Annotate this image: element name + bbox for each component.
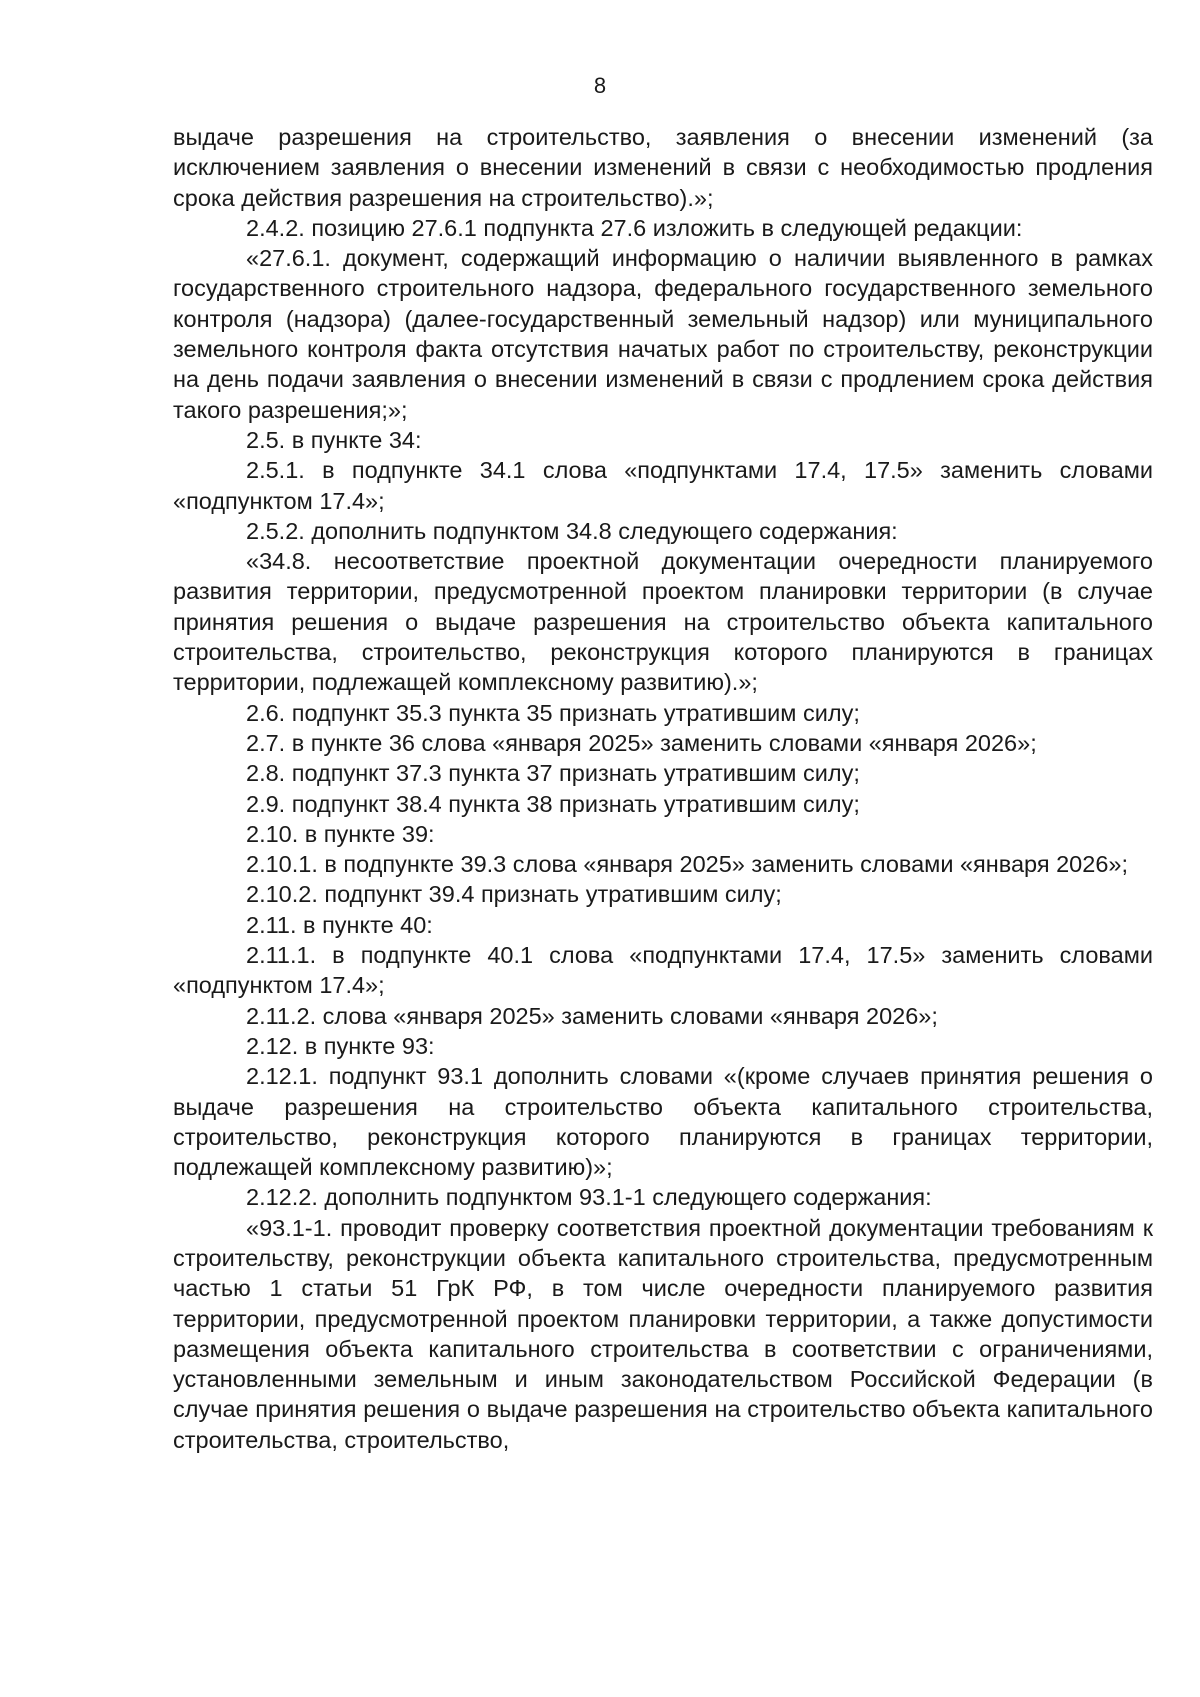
paragraph: 2.6. подпункт 35.3 пункта 35 признать утратившим силу; [246, 699, 860, 726]
paragraph: «34.8. несоответствие проектной документации очередности планируемого развития территории, предусмотренной проектом планировки территории (в случае принятия решения о выдаче разрешения на строительство объекта капитального строительства, строительство, реконструкция которого планируются в границах территории, подлежащей комплексному развитию).»; [173, 548, 1153, 696]
paragraph: 2.5. в пункте 34: [246, 426, 422, 453]
paragraph: выдаче разрешения на строительство, заявления о внесении изменений (за исключением заявления о внесении изменений в связи с необходимостью продления срока действия разрешения на строительство).»; [173, 124, 1153, 211]
page-number: 8 [593, 73, 607, 98]
paragraph: 2.10. в пункте 39: [246, 820, 435, 847]
paragraph: 2.11.1. в подпункте 40.1 слова «подпунктами 17.4, 17.5» заменить словами «подпунктом 17.4»; [173, 942, 1153, 999]
paragraph: «27.6.1. документ, содержащий информацию о наличии выявленного в рамках государственного строительного надзора, федерального государственного земельного контроля (надзора) (далее-государственный земельный надзор) или муниципального земельного контроля факта отсутствия начатых работ по строительству, реконструкции на день подачи заявления о внесении изменений в связи с продлением срока действия такого разрешения;»; [173, 245, 1153, 423]
paragraph: 2.11.2. слова «января 2025» заменить словами «января 2026»; [246, 1002, 938, 1029]
document-body [173, 122, 1153, 1455]
paragraph: 2.12.1. подпункт 93.1 дополнить словами «(кроме случаев принятия решения о выдаче разрешения на строительство объекта капитального строительства, строительство, реконструкция которого планируются в границах территории, подлежащей комплексному развитию)»; [173, 1063, 1153, 1181]
paragraph: 2.9. подпункт 38.4 пункта 38 признать утратившим силу; [246, 790, 860, 817]
paragraph: «93.1-1. проводит проверку соответствия проектной документации требованиям к строительству, реконструкции объекта капитального строительства, предусмотренным частью 1 статьи 51 ГрК РФ, в том числе очередности планируемого развития территории, предусмотренной проектом планировки территории, а также допустимости размещения объекта капитального строительства в соответствии с ограничениями, установленными земельным и иным законодательством Российской Федерации (в случае принятия решения о выдаче разрешения на строительство объекта капитального строительства, строительство, [173, 1214, 1153, 1453]
paragraph: 2.5.2. дополнить подпунктом 34.8 следующего содержания: [246, 517, 898, 544]
paragraph: 2.10.1. в подпункте 39.3 слова «января 2025» заменить словами «января 2026»; [246, 851, 1128, 878]
paragraph: 2.12. в пункте 93: [246, 1032, 435, 1059]
paragraph: 2.11. в пункте 40: [246, 911, 433, 938]
paragraph: 2.7. в пункте 36 слова «января 2025» заменить словами «января 2026»; [246, 729, 1037, 756]
paragraph: 2.4.2. позицию 27.6.1 подпункта 27.6 изложить в следующей редакции: [246, 214, 1023, 241]
paragraph: 2.10.2. подпункт 39.4 признать утратившим силу; [246, 881, 782, 908]
paragraph: 2.8. подпункт 37.3 пункта 37 признать утратившим силу; [246, 760, 860, 787]
paragraph: 2.12.2. дополнить подпунктом 93.1-1 следующего содержания: [246, 1184, 932, 1211]
paragraph: 2.5.1. в подпункте 34.1 слова «подпунктами 17.4, 17.5» заменить словами «подпунктом 17.4»; [173, 457, 1153, 514]
